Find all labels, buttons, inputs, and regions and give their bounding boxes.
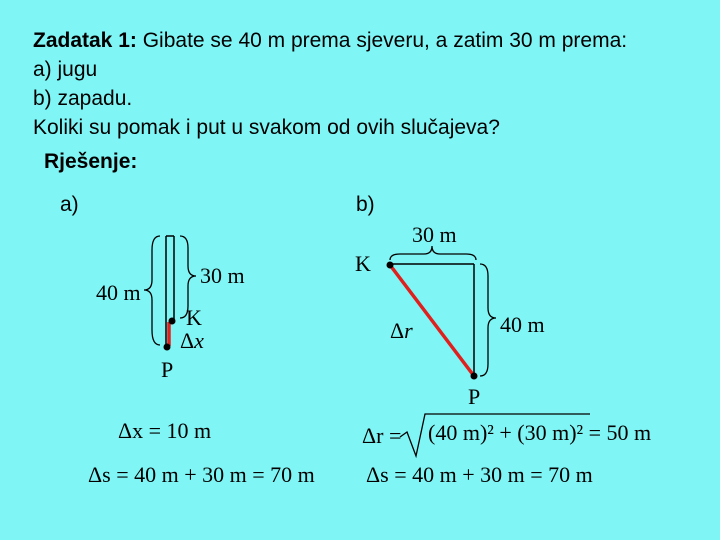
point-k-b-label: K	[355, 251, 371, 276]
brace-30m-b	[390, 246, 476, 260]
equation-a-ds: Δs = 40 m + 30 m = 70 m	[88, 462, 315, 487]
point-k-b-dot	[387, 262, 394, 269]
solution-heading: Rješenje:	[44, 150, 138, 173]
dr-delta-b: Δ	[390, 318, 405, 343]
point-k-a-dot	[169, 318, 176, 325]
task-line-1-text: Gibate se 40 m prema sjeveru, a zatim 30 m prema:	[142, 29, 628, 52]
equation-b-ds: Δs = 40 m + 30 m = 70 m	[366, 462, 593, 487]
label-40m-b: 40 m	[500, 312, 545, 337]
label-30m-a: 30 m	[200, 263, 245, 288]
dx-label-a	[180, 328, 204, 354]
point-p-a-label: P	[161, 357, 174, 382]
diagram-b	[387, 246, 497, 380]
task-heading: Zadatak 1:	[33, 29, 137, 52]
equation-b-dr-rhs: (40 m)² + (30 m)² = 50 m	[428, 420, 652, 445]
brace-40m-b	[480, 264, 496, 376]
point-p-a-dot	[164, 344, 171, 351]
label-30m-b: 30 m	[412, 222, 457, 247]
equation-b-dr-lhs: Δr =	[362, 423, 402, 448]
part-a-label: a)	[60, 193, 79, 216]
point-p-b-label: P	[468, 384, 481, 409]
brace-40m-a	[144, 236, 160, 345]
label-40m-a: 40 m	[96, 280, 141, 305]
equation-a-dx: Δx = 10 m	[118, 418, 212, 443]
dr-var-b: r	[404, 318, 413, 343]
point-p-b-dot	[471, 373, 478, 380]
task-line-3: b) zapadu.	[33, 87, 133, 110]
dx-delta-a: Δ	[180, 328, 195, 353]
point-k-a-label: K	[186, 305, 202, 330]
dr-label-b	[390, 318, 413, 344]
task-line-2: a) jugu	[33, 58, 98, 81]
task-line-4: Koliki su pomak i put u svakom od ovih slučajeva?	[33, 116, 500, 139]
part-b-label: b)	[356, 193, 375, 216]
dx-var-a: x	[194, 328, 204, 353]
